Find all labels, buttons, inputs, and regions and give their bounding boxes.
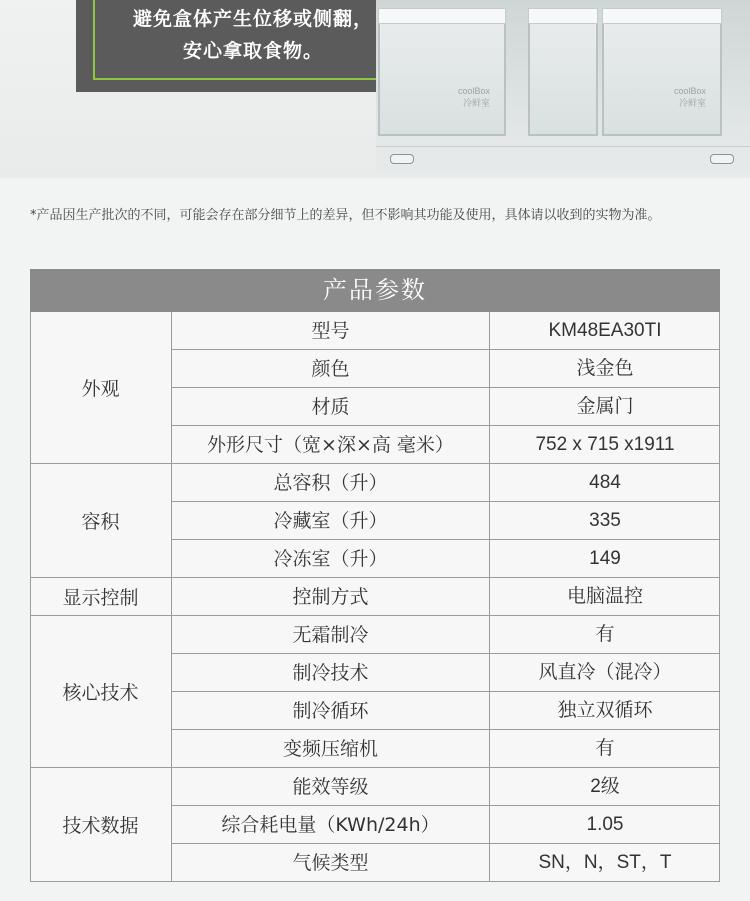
drawer-sublabel-text: 冷鲜室 xyxy=(678,98,706,108)
spec-label: 制冷技术 xyxy=(172,654,490,692)
spec-label: 材质 xyxy=(172,388,490,426)
drawer-brand-text: coolBox xyxy=(457,86,490,96)
spec-value: KM48EA30TI xyxy=(490,312,720,350)
spec-label: 能效等级 xyxy=(172,768,490,806)
spec-label: 外形尺寸（宽×深×高 毫米） xyxy=(172,426,490,464)
spec-value: SN，N，ST，T xyxy=(490,844,720,882)
spec-value: 有 xyxy=(490,616,720,654)
spec-label: 制冷循环 xyxy=(172,692,490,730)
drawer-lid xyxy=(378,8,506,24)
spec-value: 浅金色 xyxy=(490,350,720,388)
spec-group-label: 显示控制 xyxy=(30,578,172,616)
spec-value: 484 xyxy=(490,464,720,502)
fridge-base xyxy=(376,146,750,173)
spec-table xyxy=(30,269,720,882)
storage-drawer xyxy=(378,8,506,136)
product-banner xyxy=(0,0,750,178)
spec-value: 335 xyxy=(490,502,720,540)
fridge-photo xyxy=(376,0,750,172)
spec-group-label: 容积 xyxy=(30,464,172,578)
callout-line-1: 避免盒体产生位移或侧翻， xyxy=(132,8,373,30)
spec-value: 电脑温控 xyxy=(490,578,720,616)
spec-label: 颜色 xyxy=(172,350,490,388)
drawer-lid xyxy=(528,8,598,24)
spec-value: 149 xyxy=(490,540,720,578)
callout-line-2: 安心拿取食物。 xyxy=(182,40,323,62)
spec-value: 独立双循环 xyxy=(490,692,720,730)
fridge-interior xyxy=(376,0,750,146)
drawer-brand-label xyxy=(458,86,490,109)
spec-label: 冷冻室（升） xyxy=(172,540,490,578)
spec-label: 气候类型 xyxy=(172,844,490,882)
spec-value: 有 xyxy=(490,730,720,768)
spec-value: 风直冷（混冷） xyxy=(490,654,720,692)
storage-drawer xyxy=(528,8,598,136)
fridge-foot-icon xyxy=(710,154,734,164)
drawer-brand-label xyxy=(674,86,706,109)
spec-group-label: 技术数据 xyxy=(30,768,172,882)
spec-label: 总容积（升） xyxy=(172,464,490,502)
fridge-foot-icon xyxy=(390,154,414,164)
spec-group-label: 核心技术 xyxy=(30,616,172,768)
spec-label: 冷藏室（升） xyxy=(172,502,490,540)
drawer-brand-text: coolBox xyxy=(673,86,706,96)
drawer-lid xyxy=(602,8,722,24)
spec-label: 控制方式 xyxy=(172,578,490,616)
spec-label: 型号 xyxy=(172,312,490,350)
spec-table-title: 产品参数 xyxy=(30,269,720,312)
spec-group-label: 外观 xyxy=(30,312,172,464)
storage-drawer xyxy=(602,8,722,136)
spec-label: 无霜制冷 xyxy=(172,616,490,654)
spec-value: 2级 xyxy=(490,768,720,806)
spec-value: 752 x 715 x1911 xyxy=(490,426,720,464)
spec-label: 变频压缩机 xyxy=(172,730,490,768)
spec-value: 1.05 xyxy=(490,806,720,844)
spec-value: 金属门 xyxy=(490,388,720,426)
spec-label: 综合耗电量（KWh/24h） xyxy=(172,806,490,844)
disclaimer-note: *产品因生产批次的不同，可能会存在部分细节上的差异，但不影响其功能及使用，具体请以收到的实物为准。 xyxy=(30,208,661,223)
drawer-sublabel-text: 冷鲜室 xyxy=(462,98,490,108)
